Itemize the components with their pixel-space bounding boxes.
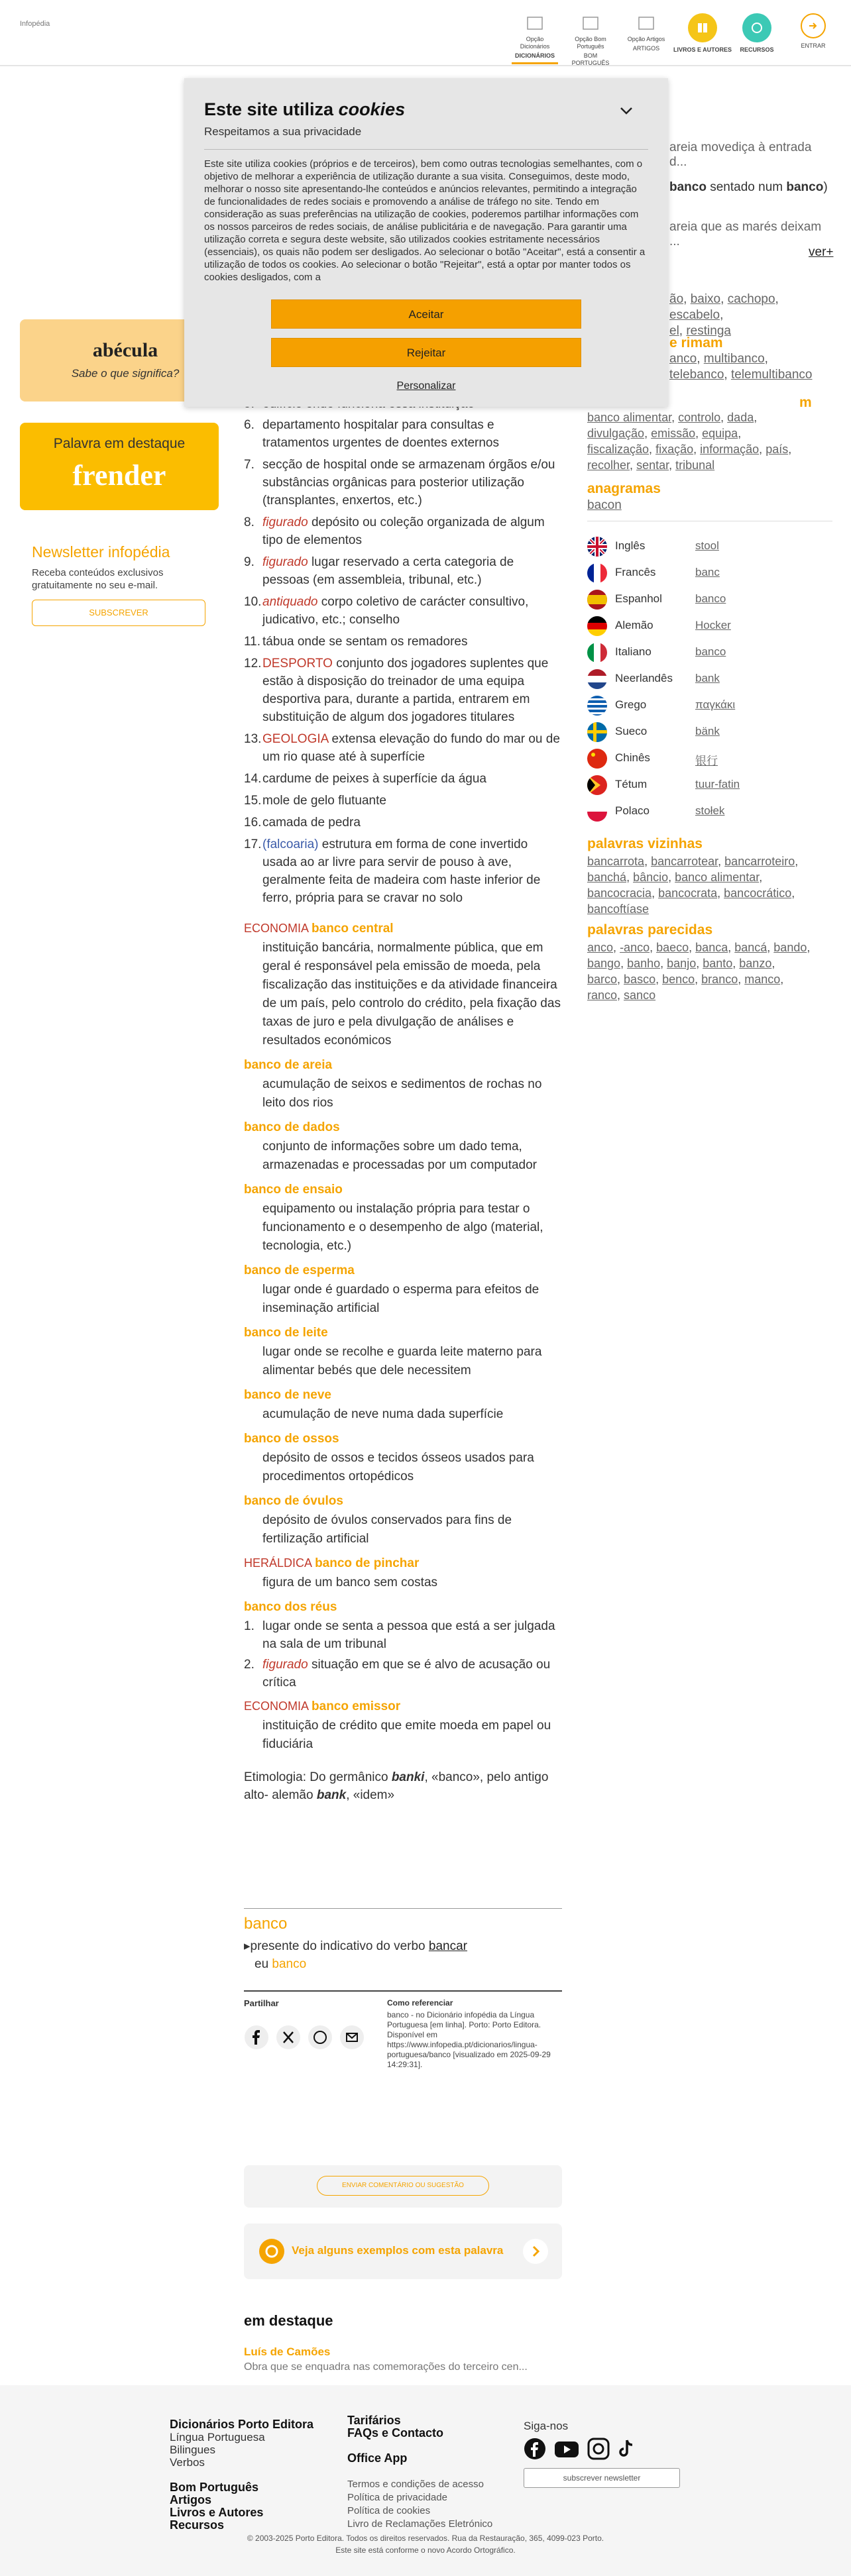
definition-item: 14. cardume de peixes à superfície da água	[244, 772, 486, 786]
follow-label: Siga-nos	[524, 2420, 569, 2432]
examples-label: Veja alguns exemplos com esta palavra	[292, 2244, 504, 2257]
cookie-text: Este site utiliza cookies (próprios e de terceiros), bem como outras tecnologias semelhantes, com o objetivo de melhorar a experiência de utilização durante a sua visita. Conseguimos, deste modo, melhorar o nosso site apresentando-lhe conteúdos e anúncios relevantes, permitindo a integração de funcionalidades de redes sociais e promovendo a análise de tráfego no site. Tendo em consideração as suas preferências na utilização de cookies, poderemos partilhar informações com os nossos parceiros de redes sociais, de análise publicitária e de navegação. Para garantir uma utilização correta e segura deste website, são utilizados cookies estritamente necessários (essenciais), os quais não podem ser desligados. Ao selecionar o botão "Aceitar", está a consentir a utilização de todos os cookies. Ao selecionar o botão "Rejeitar", está a optar por manter todos os cookies desligados, com a	[204, 158, 646, 283]
entry: banco de leite lugar onde se recolhe e guarda leite materno para alimentar bebés que dele necessitem	[244, 1326, 542, 1377]
share-section	[244, 1998, 562, 2084]
customize-link[interactable]: Personalizar	[396, 380, 456, 392]
snippet: areia movediça à entrada d...	[669, 140, 812, 169]
entry: banco de areia acumulação de seixos e sedimentos de rochas no leito dos rios	[244, 1058, 542, 1110]
subscribe-newsletter-button[interactable]: subscrever newsletter	[524, 2468, 680, 2488]
examples-box[interactable]	[244, 2224, 562, 2279]
newsletter-title: Newsletter infopédia	[32, 543, 170, 561]
definition-item: 11. tábua onde se sentam os remadores	[244, 635, 468, 649]
flag-uk-icon	[587, 537, 607, 557]
cookie-title: Este site utiliza cookies	[204, 99, 406, 119]
books-icon	[688, 13, 717, 42]
lang-row: Francês banc	[587, 562, 832, 584]
entry: banco de óvulos depósito de óvulos conservados para fins de fertilização artificial	[244, 1494, 512, 1546]
entry: banco de dados conjunto de informações sobre um dado tema, armazenadas e processadas por um computador	[244, 1120, 538, 1172]
divider	[244, 1990, 562, 1992]
site-header	[0, 0, 851, 66]
see-more-link[interactable]: ver+	[809, 245, 834, 259]
lang-row: Polaco stołek	[587, 800, 832, 823]
collocations-heading: m	[799, 395, 812, 410]
flag-china-icon	[587, 749, 607, 769]
rhyme-heading: e rimam	[669, 335, 723, 350]
highlight-item[interactable]: Luís de Camões Obra que se enquadra nas comemorações do terceiro cen...	[244, 2345, 528, 2373]
similar-heading: palavras parecidas	[587, 922, 713, 938]
definition-item: 9. figurado lugar reservado a certa categoria de pessoas (em assembleia, tribunal, etc.)	[244, 555, 514, 587]
tiktok-icon[interactable]	[618, 2438, 638, 2460]
nav-label: RECURSOS	[740, 46, 774, 53]
instagram-icon[interactable]	[587, 2438, 610, 2460]
anagram-heading: anagramas	[587, 481, 661, 496]
nav-entrar[interactable]	[795, 13, 831, 50]
entry: banco de esperma lugar onde é guardado o esperma para efeitos de inseminação artificial	[244, 1263, 539, 1315]
flag-greece-icon	[587, 696, 607, 716]
nav-artigos[interactable]	[624, 13, 668, 52]
entry: HERÁLDICA banco de pinchar figura de um banco sem costas	[244, 1556, 438, 1589]
cookie-modal	[184, 78, 668, 407]
lang-row: Neerlandês bank	[587, 668, 832, 690]
book-icon	[581, 13, 600, 33]
neighbors-heading: palavras vizinhas	[587, 836, 703, 851]
chevron-right-icon	[522, 2238, 549, 2265]
entry: ECONOMIA banco emissor instituição de crédito que emite moeda em papel ou fiduciária	[244, 1699, 551, 1751]
facebook-icon[interactable]	[524, 2438, 546, 2460]
x-icon[interactable]	[276, 2025, 301, 2050]
highlights-title: em destaque	[244, 2312, 333, 2329]
similar-list: anco, -anco, baeco, banca, bancá, bando, bango, banho, banjo, banto, banzo, barco, basco, benco, branco, manco, ranco, sanco	[587, 941, 811, 1002]
snippet: banco sentado num banco)	[669, 180, 828, 194]
dictionary-icon	[525, 13, 545, 33]
neighbors-list: bancarrota, bancarrotear, bancarroteiro, banchá, bâncio, banco alimentar, bancocracia, bancocrata, bancocrático, bancoftíase	[587, 855, 799, 916]
lang-row: Espanhol banco	[587, 588, 832, 611]
footer-social	[524, 2420, 683, 2488]
comment-box	[244, 2165, 562, 2208]
lang-row: Grego παγκάκι	[587, 694, 832, 717]
nav-livros-autores[interactable]	[669, 13, 736, 54]
flag-netherlands-icon	[587, 669, 607, 689]
verb-entry: banco ▸presente do indicativo do verbo bancar eu banco	[244, 1915, 467, 1971]
article-icon	[636, 13, 656, 33]
entry: banco dos réus 1. lugar onde se senta a pessoa que está a ser julgada na sala de um tribunal 2. figurado situação em que se é alvo de acusação ou crítica	[244, 1600, 555, 1690]
footer-col-dictionaries: Dicionários Porto Editora Língua Portuguesa Bilingues Verbos Bom Português Artigos Livros e Autores Recursos	[170, 2418, 314, 2532]
collocations-list: banco alimentar, controlo, dada, divulgação, emissão, equipa, fiscalização, fixação, informação, país, recolher, sentar, tribunal	[587, 411, 792, 472]
featured-label: Palavra em destaque	[53, 436, 186, 451]
nav-label: Opção Dicionários	[520, 36, 550, 50]
flag-italy-icon	[587, 643, 607, 663]
resources-icon	[742, 13, 771, 42]
accept-button[interactable]: Aceitar	[271, 299, 581, 329]
lang-row: Italiano banco	[587, 641, 832, 664]
flag-sweden-icon	[587, 722, 607, 742]
divider	[244, 1908, 562, 1909]
entry: banco de ensaio equipamento ou instalação própria para testar o funcionamento e o desempenho de algo (material, tecnologia, etc.)	[244, 1183, 543, 1253]
quiz-sub: Sabe o que significa?	[71, 367, 180, 380]
flag-germany-icon	[587, 616, 607, 636]
nav-bom-portugues[interactable]	[565, 13, 616, 67]
copyright: © 2003-2025 Porto Editora. Todos os direitos reservados. Rua da Restauração, 365, 4099-023 Porto. Este site está conforme o novo Acordo Ortográfico.	[247, 2534, 604, 2555]
featured-word-card[interactable]	[20, 423, 219, 510]
featured-word: frender	[72, 459, 166, 492]
definition-item: 12. DESPORTO conjunto dos jogadores suplentes que estão à disposição do treinador de uma equipa desportiva para, durante a partida, entrarem em substituição de algum dos jogadores titulares	[244, 657, 549, 724]
subscribe-button[interactable]: SUBSCREVER	[32, 600, 205, 626]
lang-row: Alemão Hocker	[587, 615, 832, 637]
definition-item: 13. GEOLOGIA extensa elevação do fundo do mar ou de um rio quase até à superfície	[244, 732, 560, 764]
etymology: Etimologia: Do germânico banki, «banco», pelo antigo alto- alemão bank, «idem»	[244, 1770, 549, 1802]
definition-item: 17. (falcoaria) estrutura em forma de cone invertido usada ao ar livre para servir de pouso à ave, geralmente feita de madeira com haste inferior de ferro, própria para se cravar no solo	[244, 837, 541, 905]
nav-sub: ARTIGOS	[632, 45, 660, 52]
flag-timor-icon	[587, 775, 607, 795]
site-footer	[0, 2385, 851, 2576]
entry: banco de ossos depósito de ossos e tecidos ósseos usados para procedimentos ortopédicos	[244, 1432, 534, 1483]
divider	[204, 149, 648, 150]
definition-item: 7. secção de hospital onde se armazenam órgãos e/ou substâncias orgânicas para posterior utilização (transplantes, enxertos, etc.)	[244, 458, 555, 508]
entry: ECONOMIA banco central instituição bancária, normalmente pública, que em geral é responsável pela emissão de moeda, pela fiscalização das instituições e da atividade financeira de um país, pelo controlo do crédito, pela fixação das taxas de juro e pela divulgação de análises e resultados económicos	[244, 922, 561, 1047]
facebook-icon[interactable]	[244, 2025, 269, 2050]
chevron-down-icon[interactable]	[619, 103, 634, 118]
nav-dicionarios[interactable]	[512, 13, 558, 64]
cookie-subtitle: Respeitamos a sua privacidade	[204, 125, 362, 138]
nav-label: Opção Bom Português	[575, 36, 606, 50]
site-logo[interactable]: Infopédia	[20, 20, 50, 28]
send-comment-button[interactable]: ENVIAR COMENTÁRIO OU SUGESTÃO	[317, 2176, 489, 2196]
reject-button[interactable]: Rejeitar	[271, 338, 581, 367]
lang-row: Inglês stool	[587, 535, 832, 558]
nav-sub: BOM PORTUGUÊS	[571, 52, 610, 66]
flag-spain-icon	[587, 590, 607, 610]
nav-sub: DICIONÁRIOS	[514, 52, 555, 59]
definition-item: 8. figurado depósito ou coleção organizada de algum tipo de elementos	[244, 515, 545, 547]
nav-label: LIVROS E AUTORES	[673, 46, 732, 53]
email-icon[interactable]	[339, 2025, 365, 2050]
reference-text: banco - no Dicionário infopédia da Língua Portuguesa [em linha]. Porto: Porto Editora. Disponível em https://www.infopedia.pt/dicionarios/lingua-portuguesa/banco [visualizado em 2025-09-29 14:29:31].	[387, 2010, 551, 2069]
reference-title: Como referenciar	[387, 1998, 453, 2008]
youtube-icon[interactable]	[554, 2438, 579, 2460]
quiz-word: abécula	[92, 339, 158, 361]
definition-list	[244, 395, 562, 1804]
login-icon	[801, 13, 826, 38]
snippet: areia que as marés deixam ...	[669, 220, 822, 248]
definition-item: 10. antiquado corpo coletivo de carácter consultivo, judicativo, etc.; conselho	[244, 595, 529, 627]
definition-item: 6. departamento hospitalar para consultas e tratamentos urgentes de doentes externos	[244, 418, 500, 450]
synonyms-partial: ão, baixo, cachopo, escabelo, el, restinga	[669, 292, 779, 338]
examples-icon	[258, 2238, 285, 2265]
whatsapp-icon[interactable]	[308, 2025, 333, 2050]
share-label: Partilhar	[244, 1998, 279, 2008]
definition-item: 15. mole de gelo flutuante	[244, 794, 386, 808]
lang-row: Chinês 银行	[587, 747, 832, 770]
footer-col-info: Tarifários FAQs e Contacto Office App Termos e condições de acesso Política de privacidade Política de cookies Livro de Reclamações Eletrónico	[347, 2414, 493, 2530]
nav-label: Opção Artigos	[627, 36, 665, 42]
nav-label: ENTRAR	[801, 42, 826, 49]
newsletter-box	[32, 543, 211, 626]
definition-item: 16. camada de pedra	[244, 816, 361, 830]
flag-france-icon	[587, 563, 607, 583]
lang-row: Sueco bänk	[587, 721, 832, 743]
flag-poland-icon	[587, 802, 607, 822]
anagram-link[interactable]: bacon	[587, 498, 622, 512]
lang-row: Tétum tuur-fatin	[587, 774, 832, 796]
nav-recursos[interactable]	[737, 13, 777, 54]
newsletter-text: Receba conteúdos exclusivos gratuitamente no seu e-mail.	[32, 567, 164, 591]
entry: banco de neve acumulação de neve numa dada superfície	[244, 1388, 504, 1421]
rhyme-list: anco, multibanco, telebanco, telemultibanco	[669, 352, 813, 382]
